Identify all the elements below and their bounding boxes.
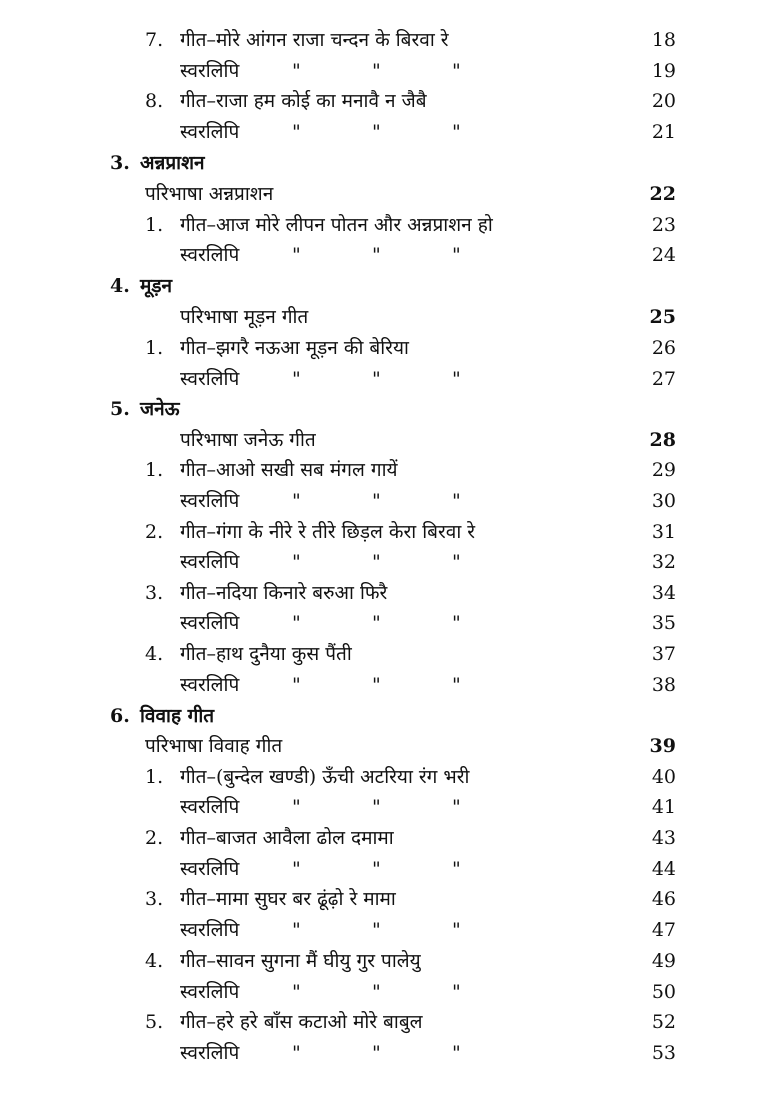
notation-label: स्वरलिपि [180, 1042, 240, 1064]
toc-notation-row [0, 547, 780, 577]
ditto-mark: " [292, 551, 301, 573]
ditto-mark: " [372, 244, 381, 266]
page-number: 25 [649, 306, 676, 328]
ditto-mark: " [452, 796, 461, 818]
notation-label: स्वरलिपि [180, 551, 240, 573]
song-title: गीत–आज मोरे लीपन पोतन और अन्नप्राशन हो [180, 214, 493, 236]
page-number: 20 [651, 90, 676, 112]
song-number: 7. [145, 29, 164, 51]
ditto-mark: " [292, 490, 301, 512]
toc-notation-row [0, 915, 780, 945]
ditto-mark: " [452, 121, 461, 143]
ditto-mark: " [292, 1042, 301, 1064]
song-number: 1. [145, 337, 164, 359]
section-title: विवाह गीत [140, 705, 215, 727]
song-title: गीत–आओ सखी सब मंगल गायें [180, 459, 398, 481]
page-number: 47 [651, 919, 676, 941]
notation-label: स्वरलिपि [180, 858, 240, 880]
section-title: जनेऊ [140, 398, 180, 420]
ditto-mark: " [292, 919, 301, 941]
page-number: 49 [651, 950, 676, 972]
toc-notation-row [0, 792, 780, 822]
ditto-mark: " [372, 1042, 381, 1064]
toc-notation-row [0, 364, 780, 394]
ditto-mark: " [292, 60, 301, 82]
song-title: गीत–बाजत आवैला ढोल दमामा [180, 827, 394, 849]
page-number: 30 [651, 490, 676, 512]
toc-notation-row [0, 977, 780, 1007]
toc-definition-row [0, 179, 780, 209]
toc-notation-row [0, 56, 780, 86]
ditto-mark: " [292, 674, 301, 696]
ditto-mark: " [452, 674, 461, 696]
page-number: 31 [651, 521, 676, 543]
song-number: 8. [145, 90, 164, 112]
ditto-mark: " [292, 612, 301, 634]
song-title: गीत–(बुन्देल खण्डी) ऊँची अटरिया रंग भरी [180, 766, 470, 788]
ditto-mark: " [292, 796, 301, 818]
toc-song-row [0, 578, 780, 608]
page-number: 39 [649, 735, 676, 757]
toc-section-heading [0, 701, 780, 731]
ditto-mark: " [372, 490, 381, 512]
ditto-mark: " [452, 490, 461, 512]
page-number: 38 [651, 674, 676, 696]
ditto-mark: " [372, 121, 381, 143]
page-number: 53 [651, 1042, 676, 1064]
ditto-mark: " [292, 981, 301, 1003]
section-number: 3. [110, 152, 130, 174]
notation-label: स्वरलिपि [180, 244, 240, 266]
ditto-mark: " [292, 244, 301, 266]
section-title: अन्नप्राशन [140, 152, 205, 174]
toc-song-row [0, 884, 780, 914]
page-number: 40 [651, 766, 676, 788]
song-number: 2. [145, 521, 164, 543]
page-number: 37 [651, 643, 676, 665]
page-number: 46 [651, 888, 676, 910]
toc-song-row [0, 517, 780, 547]
page-number: 23 [651, 214, 676, 236]
song-title: गीत–गंगा के नीरे रे तीरे छिड़ल केरा बिरवा रे [180, 521, 476, 543]
page-number: 21 [651, 121, 676, 143]
toc-song-row [0, 762, 780, 792]
ditto-mark: " [452, 60, 461, 82]
song-number: 2. [145, 827, 164, 849]
ditto-mark: " [292, 121, 301, 143]
song-number: 1. [145, 214, 164, 236]
page-number: 41 [651, 796, 676, 818]
page-number: 28 [649, 429, 676, 451]
ditto-mark: " [452, 612, 461, 634]
notation-label: स्वरलिपि [180, 60, 240, 82]
toc-notation-row [0, 240, 780, 270]
ditto-mark: " [372, 551, 381, 573]
page-number: 35 [651, 612, 676, 634]
ditto-mark: " [452, 858, 461, 880]
ditto-mark: " [452, 368, 461, 390]
toc-song-row [0, 1007, 780, 1037]
definition-title: परिभाषा मूड़न गीत [180, 306, 309, 328]
song-title: गीत–राजा हम कोई का मनावै न जैबै [180, 90, 427, 112]
page-number: 19 [651, 60, 676, 82]
song-number: 3. [145, 888, 164, 910]
toc-song-row [0, 823, 780, 853]
ditto-mark: " [292, 858, 301, 880]
page-number: 18 [651, 29, 676, 51]
ditto-mark: " [452, 919, 461, 941]
notation-label: स्वरलिपि [180, 796, 240, 818]
toc-definition-row [0, 731, 780, 761]
toc-section-heading [0, 394, 780, 424]
toc-song-row [0, 946, 780, 976]
toc-song-row [0, 25, 780, 55]
ditto-mark: " [452, 551, 461, 573]
page-number: 27 [651, 368, 676, 390]
toc-definition-row [0, 302, 780, 332]
song-title: गीत–नदिया किनारे बरुआ फिरै [180, 582, 388, 604]
notation-label: स्वरलिपि [180, 368, 240, 390]
ditto-mark: " [372, 858, 381, 880]
page-number: 50 [651, 981, 676, 1003]
definition-title: परिभाषा जनेऊ गीत [180, 429, 316, 451]
toc-notation-row [0, 854, 780, 884]
song-number: 4. [145, 950, 164, 972]
song-number: 3. [145, 582, 164, 604]
toc-notation-row [0, 1038, 780, 1068]
definition-title: परिभाषा विवाह गीत [145, 735, 283, 757]
ditto-mark: " [372, 612, 381, 634]
toc-song-row [0, 639, 780, 669]
notation-label: स्वरलिपि [180, 981, 240, 1003]
notation-label: स्वरलिपि [180, 612, 240, 634]
song-title: गीत–झगरै नऊआ मूड़न की बेरिया [180, 337, 409, 359]
definition-title: परिभाषा अन्नप्राशन [145, 183, 274, 205]
song-title: गीत–मोरे आंगन राजा चन्दन के बिरवा रे [180, 29, 449, 51]
notation-label: स्वरलिपि [180, 919, 240, 941]
section-number: 5. [110, 398, 130, 420]
toc-song-row [0, 333, 780, 363]
toc-section-heading [0, 271, 780, 301]
toc-song-row [0, 455, 780, 485]
toc-notation-row [0, 117, 780, 147]
page-number: 43 [651, 827, 676, 849]
section-number: 4. [110, 275, 130, 297]
page-number: 52 [651, 1011, 676, 1033]
toc-notation-row [0, 608, 780, 638]
page-number: 29 [651, 459, 676, 481]
ditto-mark: " [452, 1042, 461, 1064]
song-title: गीत–सावन सुगना मैं घीयु गुर पालेयु [180, 950, 421, 972]
ditto-mark: " [452, 981, 461, 1003]
ditto-mark: " [372, 60, 381, 82]
toc-notation-row [0, 486, 780, 516]
page-number: 34 [651, 582, 676, 604]
toc-song-row [0, 210, 780, 240]
ditto-mark: " [292, 368, 301, 390]
page-number: 26 [651, 337, 676, 359]
ditto-mark: " [372, 796, 381, 818]
page-number: 32 [651, 551, 676, 573]
toc-definition-row [0, 425, 780, 455]
section-number: 6. [110, 705, 130, 727]
song-number: 1. [145, 459, 164, 481]
song-title: गीत–हरे हरे बाँस कटाओ मोरे बाबुल [180, 1011, 423, 1033]
page-number: 44 [651, 858, 676, 880]
ditto-mark: " [372, 981, 381, 1003]
notation-label: स्वरलिपि [180, 490, 240, 512]
song-number: 1. [145, 766, 164, 788]
song-title: गीत–हाथ दुनैया कुस पैंती [180, 643, 352, 665]
toc-song-row [0, 86, 780, 116]
notation-label: स्वरलिपि [180, 674, 240, 696]
toc-notation-row [0, 670, 780, 700]
song-title: गीत–मामा सुघर बर ढूंढ़ो रे मामा [180, 888, 396, 910]
ditto-mark: " [452, 244, 461, 266]
ditto-mark: " [372, 919, 381, 941]
song-number: 4. [145, 643, 164, 665]
section-title: मूड़न [140, 275, 173, 297]
song-number: 5. [145, 1011, 164, 1033]
notation-label: स्वरलिपि [180, 121, 240, 143]
ditto-mark: " [372, 674, 381, 696]
page-number: 22 [649, 183, 676, 205]
page-number: 24 [651, 244, 676, 266]
toc-section-heading [0, 148, 780, 178]
ditto-mark: " [372, 368, 381, 390]
